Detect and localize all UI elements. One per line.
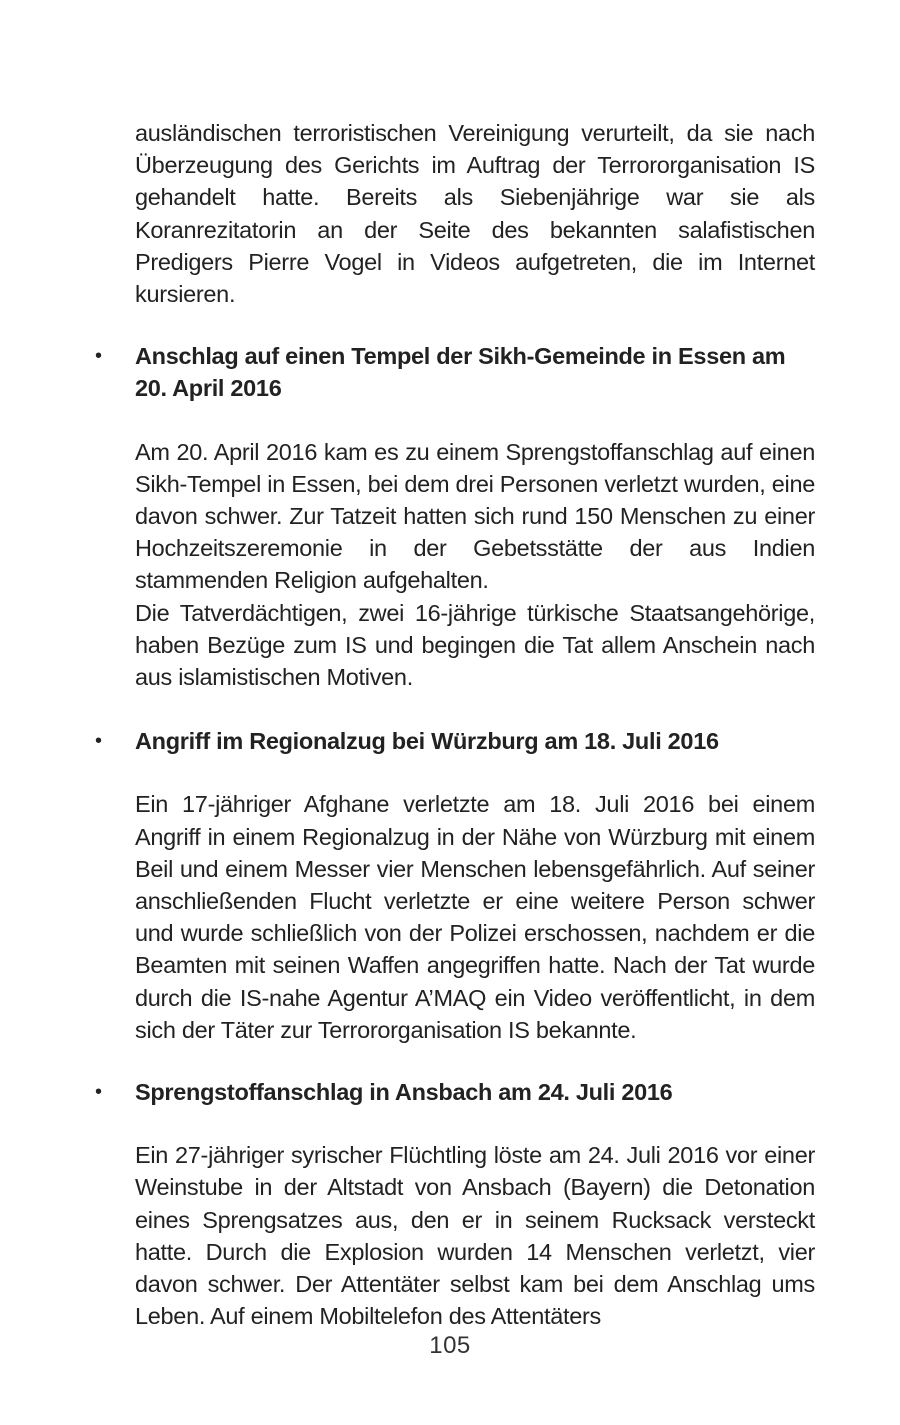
heading-text: Angriff im Regionalzug bei Würzburg am 18. Juli 2016 (135, 728, 719, 755)
section-heading (95, 725, 815, 757)
body-paragraph: Ein 17-jähriger Afghane verletzte am 18. Juli 2016 bei einem Angriff in einem Regionalzug in der Nähe von Würzburg mit einem Beil und einem Messer vier Menschen lebensgefährlich. Auf seiner anschließenden Flucht verletzte er eine weitere Person schwer und wurde schließlich von der Polizei erschossen, nachdem er die Beamten mit seinen Waffen angegriffen hatte. Nach der Tat wurde durch die IS-nahe Agentur A’MAQ ein Video veröffentlicht, in dem sich der Täter zur Terrororganisation IS bekannte. (135, 791, 815, 1043)
section-wuerzburg (95, 725, 815, 1046)
body-paragraph: Ein 27-jähriger syrischer Flüchtling löste am 24. Juli 2016 vor einer Weinstube in der Altstadt von Ansbach (Bayern) die Detonation eines Sprengsatzes aus, den er in seinem Rucksack versteckt hatte. Durch die Explosion wurden 14 Menschen verletzt, vier davon schwer. Der Attentäter selbst kam bei dem Anschlag ums Leben. Auf einem Mobiltelefon des Attentäters (135, 1142, 815, 1330)
heading-text: Sprengstoffanschlag in Ansbach am 24. Juli 2016 (135, 1079, 673, 1106)
section-body (135, 788, 815, 1046)
bullet-point: • (95, 345, 102, 368)
body-paragraph: Die Tatverdächtigen, zwei 16-jährige türkische Staatsangehörige, haben Bezüge zum IS und begingen die Tat allem Anschein nach aus islamistischen Motiven. (135, 599, 815, 691)
body-paragraph: Am 20. April 2016 kam es zu einem Sprengstoffanschlag auf einen Sikh-Tempel in Essen, bei dem drei Personen verletzt wurden, eine davon schwer. Zur Tatzeit hatten sich rund 150 Menschen zu einer Hochzeitszeremonie in der Gebetsstätte der aus Indien stammenden Religion aufgehalten. (135, 438, 815, 594)
page-number: 105 (429, 1332, 471, 1359)
section-heading (95, 340, 815, 404)
intro-paragraph: ausländischen terroristischen Vereinigung verurteilt, da sie nach Überzeugung des Gerichts im Auftrag der Terrororganisation IS gehandelt hatte. Bereits als Siebenjährige war sie als Koranrezitatorin an der Seite des bekannten salafistischen Predigers Pierre Vogel in Videos aufgetreten, die im Internet kursieren. (135, 120, 815, 308)
section-essen (95, 340, 815, 693)
bullet-point: • (95, 730, 102, 753)
section-ansbach (95, 1076, 815, 1332)
section-heading (95, 1076, 815, 1108)
page-content (95, 117, 815, 1333)
section-body (135, 1139, 815, 1332)
heading-text: Anschlag auf einen Tempel der Sikh-Gemeinde in Essen am 20. April 2016 (135, 343, 786, 402)
section-body (135, 436, 815, 694)
bullet-point: • (95, 1081, 102, 1104)
